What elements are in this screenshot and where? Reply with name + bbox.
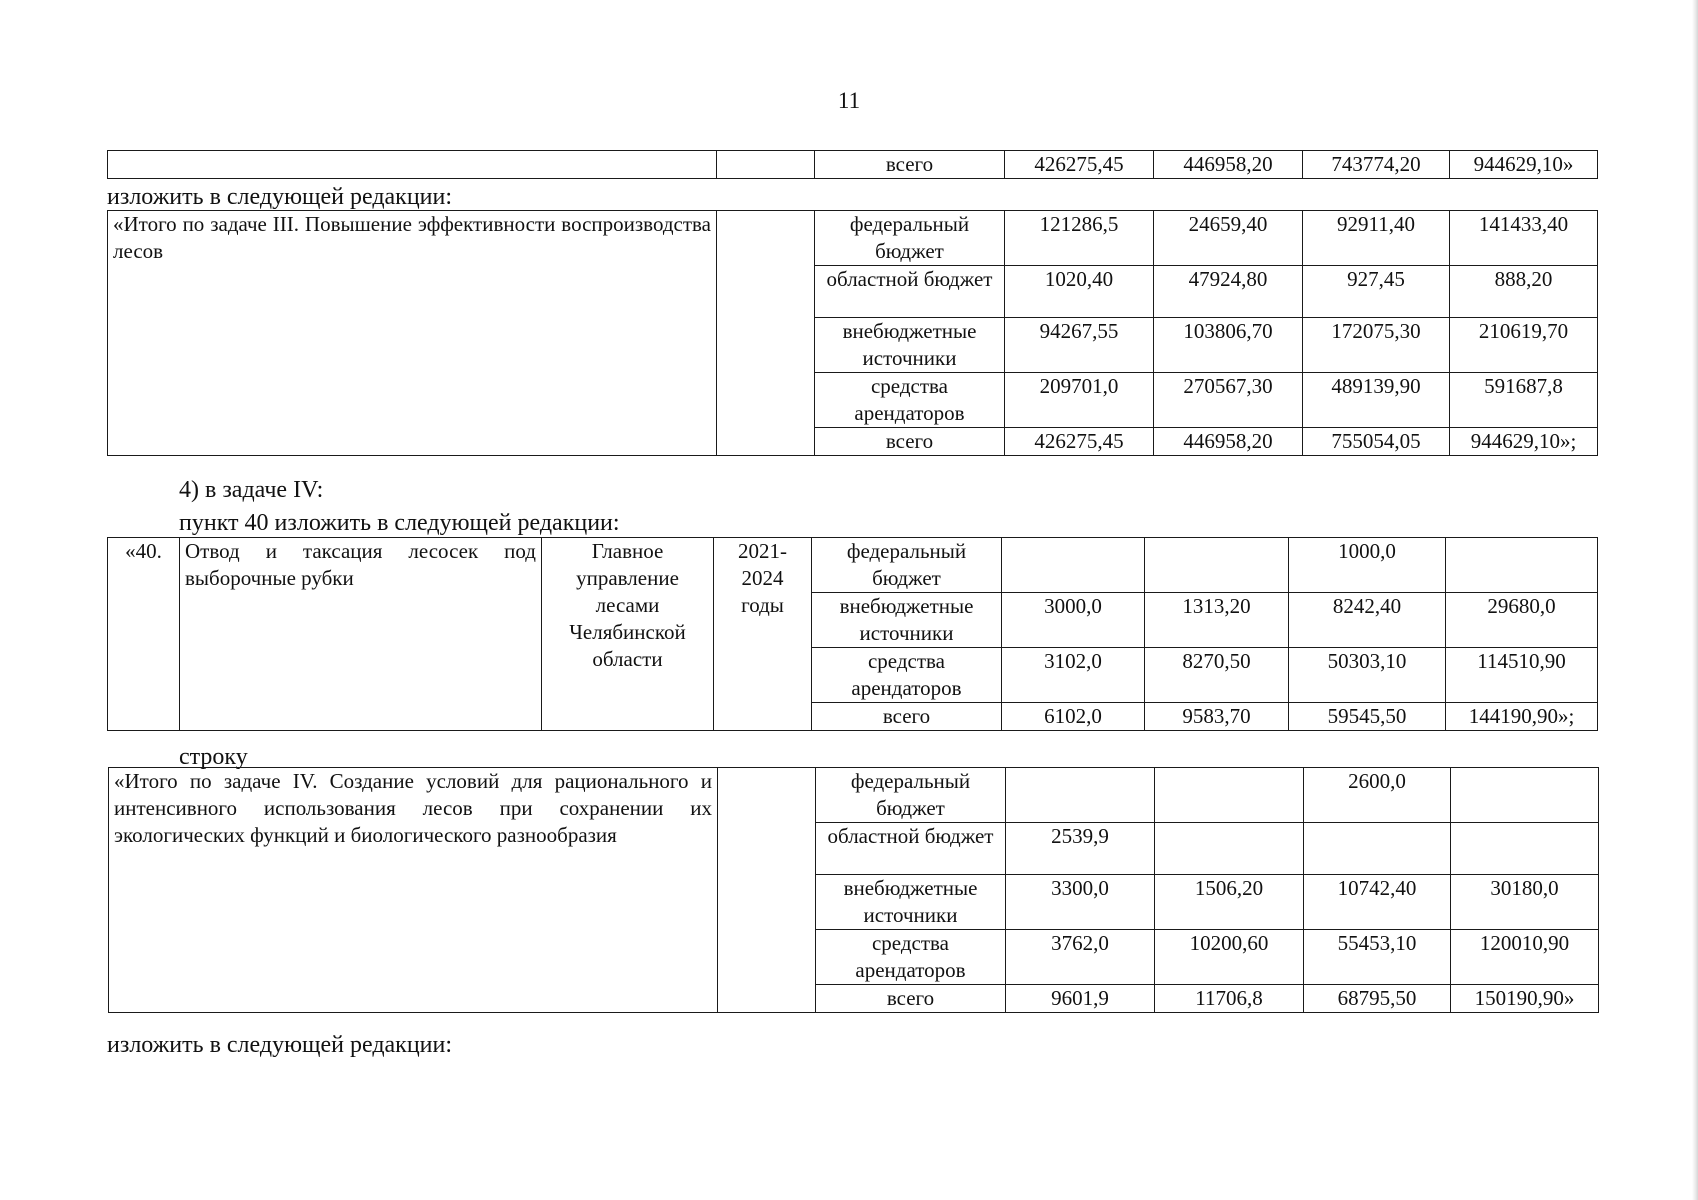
value-cell: 755054,05 <box>1303 428 1450 456</box>
period-line: 2021- <box>738 539 787 563</box>
value-cell: 489139,90 <box>1303 373 1450 428</box>
table-row <box>108 211 1598 266</box>
source-cell: средства арендаторов <box>812 648 1002 703</box>
table-row <box>109 768 1599 823</box>
source-cell: всего <box>816 985 1006 1013</box>
item-number: «40. <box>108 538 180 731</box>
empty-cell <box>717 211 815 456</box>
value-cell: 3000,0 <box>1002 593 1145 648</box>
value-cell: 591687,8 <box>1450 373 1598 428</box>
value-cell: 6102,0 <box>1002 703 1145 731</box>
value-cell: 8242,40 <box>1289 593 1446 648</box>
source-cell: всего <box>812 703 1002 731</box>
item40-table <box>107 537 1598 731</box>
value-cell: 446958,20 <box>1154 428 1303 456</box>
value-cell: 8270,50 <box>1145 648 1289 703</box>
total-row-table <box>107 150 1598 179</box>
value-cell <box>1304 823 1451 875</box>
value-cell: 743774,20 <box>1303 151 1450 179</box>
executor-cell <box>542 538 714 731</box>
value-cell: 1020,40 <box>1005 266 1154 318</box>
instruction-text: строку <box>179 744 248 770</box>
value-cell: 114510,90 <box>1446 648 1598 703</box>
source-cell: федеральный бюджет <box>812 538 1002 593</box>
source-cell: внебюджетные источники <box>815 318 1005 373</box>
value-cell: 172075,30 <box>1303 318 1450 373</box>
value-cell: 446958,20 <box>1154 151 1303 179</box>
source-cell: внебюджетные источники <box>816 875 1006 930</box>
value-cell <box>1006 768 1155 823</box>
period-line: годы <box>741 593 784 617</box>
value-cell: 121286,5 <box>1005 211 1154 266</box>
executor-line: Челябинской <box>569 620 686 644</box>
value-cell: 9601,9 <box>1006 985 1155 1013</box>
scan-edge <box>1692 0 1698 1200</box>
value-cell <box>1002 538 1145 593</box>
executor-line: Главное <box>591 539 664 563</box>
title-cell <box>108 151 717 179</box>
page-number: 11 <box>837 88 861 113</box>
value-cell: 3762,0 <box>1006 930 1155 985</box>
source-cell: федеральный бюджет <box>815 211 1005 266</box>
source-cell: средства арендаторов <box>815 373 1005 428</box>
value-cell: 150190,90» <box>1451 985 1599 1013</box>
table-row <box>108 538 1598 593</box>
value-cell <box>1451 823 1599 875</box>
instruction-text: изложить в следующей редакции: <box>107 184 453 210</box>
value-cell <box>1155 823 1304 875</box>
executor-line: области <box>592 647 663 671</box>
value-cell <box>1145 538 1289 593</box>
value-cell: 3102,0 <box>1002 648 1145 703</box>
value-cell: 55453,10 <box>1304 930 1451 985</box>
value-cell: 888,20 <box>1450 266 1598 318</box>
value-cell: 2539,9 <box>1006 823 1155 875</box>
value-cell: 426275,45 <box>1005 428 1154 456</box>
value-cell: 426275,45 <box>1005 151 1154 179</box>
value-cell: 3300,0 <box>1006 875 1155 930</box>
executor-line: лесами <box>595 593 660 617</box>
value-cell: 59545,50 <box>1289 703 1446 731</box>
value-cell: 50303,10 <box>1289 648 1446 703</box>
value-cell: 11706,8 <box>1155 985 1304 1013</box>
source-cell: областной бюджет <box>816 823 1006 875</box>
value-cell: 209701,0 <box>1005 373 1154 428</box>
instruction-text: 4) в задаче IV: <box>179 477 324 503</box>
empty-cell <box>717 151 815 179</box>
instruction-text: пункт 40 изложить в следующей редакции: <box>179 510 620 536</box>
value-cell: 47924,80 <box>1154 266 1303 318</box>
task3-total-table <box>107 210 1598 456</box>
value-cell: 210619,70 <box>1450 318 1598 373</box>
value-cell: 10200,60 <box>1155 930 1304 985</box>
source-cell: всего <box>815 428 1005 456</box>
value-cell: 927,45 <box>1303 266 1450 318</box>
source-cell: федеральный бюджет <box>816 768 1006 823</box>
period-cell <box>714 538 812 731</box>
task-title: «Итого по задаче III. Повышение эффективности воспроизводства лесов <box>108 211 717 456</box>
value-cell <box>1451 768 1599 823</box>
period-line: 2024 <box>741 566 784 590</box>
value-cell: 144190,90»; <box>1446 703 1598 731</box>
source-cell: областной бюджет <box>815 266 1005 318</box>
item-name: Отвод и таксация лесосек под выборочные рубки <box>180 538 542 731</box>
value-cell: 944629,10»; <box>1450 428 1598 456</box>
source-cell: внебюджетные источники <box>812 593 1002 648</box>
source-cell: средства арендаторов <box>816 930 1006 985</box>
executor-line: управление <box>576 566 679 590</box>
value-cell: 1313,20 <box>1145 593 1289 648</box>
source-cell: всего <box>815 151 1005 179</box>
value-cell: 141433,40 <box>1450 211 1598 266</box>
value-cell: 68795,50 <box>1304 985 1451 1013</box>
value-cell: 29680,0 <box>1446 593 1598 648</box>
value-cell: 9583,70 <box>1145 703 1289 731</box>
value-cell: 10742,40 <box>1304 875 1451 930</box>
value-cell: 103806,70 <box>1154 318 1303 373</box>
value-cell <box>1155 768 1304 823</box>
value-cell: 2600,0 <box>1304 768 1451 823</box>
value-cell: 92911,40 <box>1303 211 1450 266</box>
value-cell <box>1446 538 1598 593</box>
value-cell: 24659,40 <box>1154 211 1303 266</box>
value-cell: 30180,0 <box>1451 875 1599 930</box>
value-cell: 120010,90 <box>1451 930 1599 985</box>
value-cell: 1506,20 <box>1155 875 1304 930</box>
value-cell: 1000,0 <box>1289 538 1446 593</box>
value-cell: 270567,30 <box>1154 373 1303 428</box>
value-cell: 944629,10» <box>1450 151 1598 179</box>
empty-cell <box>718 768 816 1013</box>
task4-total-table <box>108 767 1599 1013</box>
instruction-text: изложить в следующей редакции: <box>107 1032 453 1058</box>
value-cell: 94267,55 <box>1005 318 1154 373</box>
task-title: «Итого по задаче IV. Создание условий для рационального и интенсивного использования лесов при сохранении их экологических функций и биологического разнообразия <box>109 768 718 1013</box>
